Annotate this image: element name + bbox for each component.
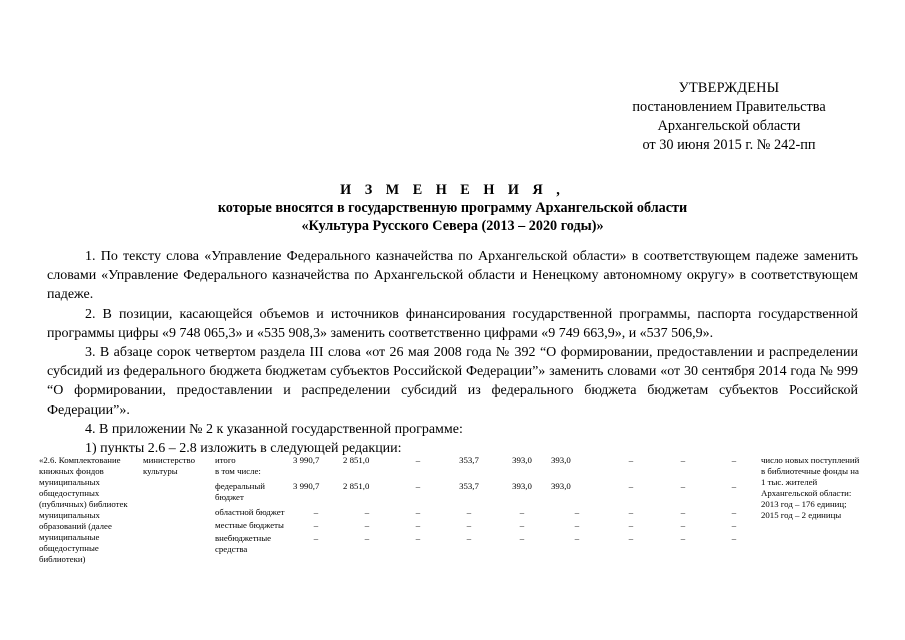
source-cell: местные бюджеты <box>215 520 284 530</box>
value-cell: – <box>466 520 472 530</box>
document-title: И З М Е Н Е Н И Я , <box>340 182 565 198</box>
value-cell: – <box>628 520 634 530</box>
value-cell: – <box>680 520 686 530</box>
value-cell: – <box>364 533 370 543</box>
program-table <box>37 455 867 565</box>
value-cell: – <box>519 520 525 530</box>
value-cell: 353,7 <box>459 481 479 491</box>
indicator-cell: число новых поступлений в библиотечные фонды на 1 тыс. жителей Архангельской области: 2013 год – 176 единиц; 2015 год – 2 единицы <box>761 455 860 520</box>
value-cell: – <box>364 507 370 517</box>
value-cell: – <box>364 520 370 530</box>
value-cell: – <box>519 507 525 517</box>
value-cell: – <box>628 533 634 543</box>
value-cell: – <box>574 507 580 517</box>
value-cell: – <box>680 533 686 543</box>
value-cell: – <box>519 533 525 543</box>
value-cell: 2 851,0 <box>343 455 370 465</box>
value-cell: – <box>628 481 634 491</box>
value-cell: – <box>731 455 737 465</box>
value-cell: 3 990,7 <box>293 481 320 491</box>
paragraph-2: 2. В позиции, касающейся объемов и источников финансирования государственной программы, паспорта государственной программы цифры «9 748 065,3» и «535 908,3» заменить соответственно цифрами «9 749 663,9», и «537 506,9». <box>47 306 858 341</box>
value-cell: – <box>466 533 472 543</box>
value-cell: – <box>628 507 634 517</box>
approval-line-3: от 30 июня 2015 г. № 242-пп <box>642 137 816 153</box>
value-cell: 393,0 <box>512 481 532 491</box>
value-cell: – <box>731 520 737 530</box>
value-cell: – <box>574 533 580 543</box>
value-cell: – <box>415 455 421 465</box>
value-cell: 2 851,0 <box>343 481 370 491</box>
item-cell: «2.6. Комплектование книжных фондов муниципальных общедоступных (публичных) библиотек муниципальных образований (далее муниципальные общедоступные библиотеки) <box>39 455 128 564</box>
source-cell: внебюджетные средства <box>215 533 272 554</box>
paragraph-5: 1) пункты 2.6 – 2.8 изложить в следующей редакции: <box>85 441 402 457</box>
value-cell: – <box>731 481 737 491</box>
value-cell: – <box>313 507 319 517</box>
table-row <box>37 455 867 481</box>
value-cell: 393,0 <box>512 455 532 465</box>
value-cell: – <box>415 481 421 491</box>
paragraph-1: 1. По тексту слова «Управление Федерального казначейства по Архангельской области» в соответствующем падеже заменить словами «Управление Федерального казначейства по Архангельской области и Ненецкому автономному округу» в соответствующем падеже. <box>47 249 858 303</box>
value-cell: – <box>628 455 634 465</box>
source-cell: итого в том числе: <box>215 455 261 476</box>
value-cell: – <box>680 481 686 491</box>
value-cell: – <box>731 507 737 517</box>
document-body <box>47 247 858 458</box>
value-cell: 3 990,7 <box>293 455 320 465</box>
value-cell: – <box>313 533 319 543</box>
document-subtitle-2: «Культура Русского Севера (2013 – 2020 годы)» <box>301 218 604 234</box>
value-cell: – <box>731 533 737 543</box>
value-cell: – <box>313 520 319 530</box>
value-cell: – <box>415 520 421 530</box>
executor-cell: министерство культуры <box>143 455 195 476</box>
value-cell: 393,0 <box>551 455 571 465</box>
approval-title: УТВЕРЖДЕНЫ <box>678 80 780 96</box>
value-cell: – <box>680 455 686 465</box>
value-cell: – <box>415 533 421 543</box>
source-cell: областной бюджет <box>215 507 285 517</box>
approval-stamp <box>600 79 858 155</box>
paragraph-3: 3. В абзаце сорок четвертом раздела III слова «от 26 мая 2008 года № 392 “О формировании, предоставлении и распределении субсидий из федерального бюджета бюджетам субъектов Российской Федерации”» заменить словами «от 30 сентября 2014 года № 999 “О формировании, предоставлении и распределении субсидий из федерального бюджета бюджетам субъектов Российской Федерации”». <box>47 345 858 418</box>
value-cell: – <box>680 507 686 517</box>
approval-line-2: Архангельской области <box>657 118 801 134</box>
approval-line-1: постановлением Правительства <box>632 99 826 115</box>
document-subtitle-1: которые вносятся в государственную программу Архангельской области <box>217 200 688 216</box>
value-cell: 393,0 <box>551 481 571 491</box>
value-cell: – <box>415 507 421 517</box>
value-cell: – <box>466 507 472 517</box>
source-cell: федеральный бюджет <box>215 481 265 502</box>
paragraph-4: 4. В приложении № 2 к указанной государственной программе: <box>85 421 463 437</box>
value-cell: 353,7 <box>459 455 479 465</box>
document-heading <box>0 181 905 235</box>
value-cell: – <box>574 520 580 530</box>
